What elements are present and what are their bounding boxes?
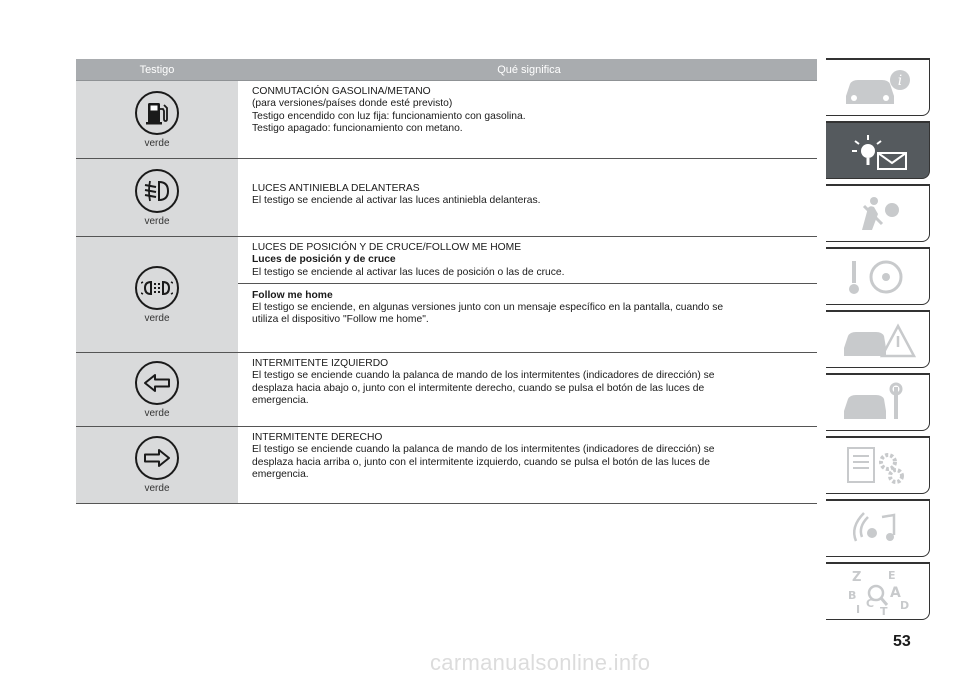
airbag-seat-icon bbox=[838, 192, 918, 236]
index-letter: A bbox=[889, 584, 901, 601]
index-letter: T bbox=[879, 604, 888, 617]
index-letter: I bbox=[855, 602, 860, 616]
row-text: Testigo apagado: funcionamiento con metano. bbox=[252, 122, 463, 134]
row-title: INTERMITENTE IZQUIERDO bbox=[252, 358, 389, 369]
table-row bbox=[76, 159, 817, 237]
table-row bbox=[76, 427, 817, 504]
row-text: El testigo se enciende, en algunas versiones junto con un mensaje específico en la pantalla, cuando se bbox=[252, 302, 724, 314]
steering-key-icon bbox=[838, 255, 918, 299]
car-tools-icon bbox=[838, 381, 918, 425]
row-text: emergencia. bbox=[252, 468, 309, 480]
tab-multimedia[interactable] bbox=[826, 499, 930, 557]
description-cell bbox=[238, 353, 817, 426]
row-text: desplaza hacia arriba o, junto con el intermitente izquierdo, cuando se pulsa el botón de las luces de bbox=[252, 456, 710, 468]
alphabetical-index-icon bbox=[838, 567, 918, 617]
index-letter: D bbox=[899, 598, 909, 612]
watermark: carmanualsonline.info bbox=[430, 650, 651, 675]
specs-gears-icon bbox=[838, 444, 918, 488]
tab-starting-driving[interactable] bbox=[826, 247, 930, 305]
table-row bbox=[76, 353, 817, 427]
table-row bbox=[76, 81, 817, 159]
multimedia-icon bbox=[838, 507, 918, 551]
icon-caption: verde bbox=[144, 483, 170, 494]
row-text: Testigo encendido con luz fija: funcionamiento con gasolina. bbox=[252, 110, 526, 122]
position-lights-icon bbox=[135, 266, 179, 310]
table-header bbox=[76, 59, 817, 81]
tab-emergency[interactable] bbox=[826, 310, 930, 368]
row-title: INTERMITENTE DERECHO bbox=[252, 432, 383, 443]
tab-safety[interactable] bbox=[826, 184, 930, 242]
icon-cell bbox=[76, 353, 238, 426]
row-text: (para versiones/países donde esté previsto) bbox=[252, 98, 453, 110]
subsection-title: Luces de posición y de cruce bbox=[252, 254, 396, 266]
row-title: CONMUTACIÓN GASOLINA/METANO bbox=[252, 86, 431, 97]
row-text: utiliza el dispositivo "Follow me home". bbox=[252, 314, 429, 326]
row-text: emergencia. bbox=[252, 394, 309, 406]
description-cell bbox=[238, 237, 817, 352]
front-fog-light-icon bbox=[135, 169, 179, 213]
icon-caption: verde bbox=[144, 407, 170, 419]
warning-lights-message-icon bbox=[838, 129, 918, 173]
subsection-follow-me-home bbox=[238, 283, 817, 327]
row-text: desplaza hacia abajo o, junto con el intermitente derecho, cuando se pulsa el botón de las luces de bbox=[252, 382, 705, 394]
row-text: El testigo se enciende al activar las luces de posición o las de cruce. bbox=[252, 266, 565, 278]
car-warning-triangle-icon bbox=[838, 318, 918, 362]
row-text: El testigo se enciende al activar las luces antiniebla delanteras. bbox=[252, 195, 541, 207]
header-testigo: Testigo bbox=[139, 63, 175, 76]
fuel-pump-icon bbox=[135, 91, 179, 135]
row-title: LUCES DE POSICIÓN Y DE CRUCE/FOLLOW ME HOME bbox=[252, 242, 522, 253]
index-letter: E bbox=[887, 568, 896, 582]
description-cell bbox=[238, 159, 817, 236]
row-title: LUCES ANTINIEBLA DELANTERAS bbox=[252, 183, 420, 194]
page-number: 53 bbox=[893, 633, 911, 650]
description-cell bbox=[238, 427, 817, 503]
car-info-icon bbox=[838, 66, 918, 110]
index-letter: C bbox=[865, 596, 874, 610]
icon-cell bbox=[76, 427, 238, 503]
chapter-tabs bbox=[826, 58, 930, 625]
icon-cell bbox=[76, 81, 238, 158]
header-que-significa: Qué significa bbox=[497, 63, 561, 76]
icon-caption: verde bbox=[144, 312, 170, 324]
index-letter: Z bbox=[851, 569, 861, 585]
warning-lights-table bbox=[76, 59, 817, 504]
row-text: El testigo se enciende cuando la palanca de mando de los intermitentes (indicadores de dirección) se bbox=[252, 370, 715, 382]
description-cell bbox=[238, 81, 817, 158]
tab-car-info[interactable] bbox=[826, 58, 930, 116]
icon-caption: verde bbox=[144, 215, 170, 227]
tab-index[interactable] bbox=[826, 562, 930, 620]
table-row bbox=[76, 237, 817, 353]
row-text: El testigo se enciende cuando la palanca de mando de los intermitentes (indicadores de dirección) se bbox=[252, 444, 715, 456]
tab-warning-lights[interactable] bbox=[826, 121, 930, 179]
icon-caption: verde bbox=[144, 137, 170, 149]
icon-cell bbox=[76, 159, 238, 236]
index-letter: B bbox=[847, 588, 856, 602]
tab-technical-data[interactable] bbox=[826, 436, 930, 494]
tab-maintenance[interactable] bbox=[826, 373, 930, 431]
subsection-title: Follow me home bbox=[252, 289, 333, 301]
arrow-right-icon bbox=[135, 436, 179, 480]
icon-cell bbox=[76, 237, 238, 352]
svg-text:i: i bbox=[897, 72, 902, 89]
arrow-left-icon bbox=[135, 361, 179, 405]
